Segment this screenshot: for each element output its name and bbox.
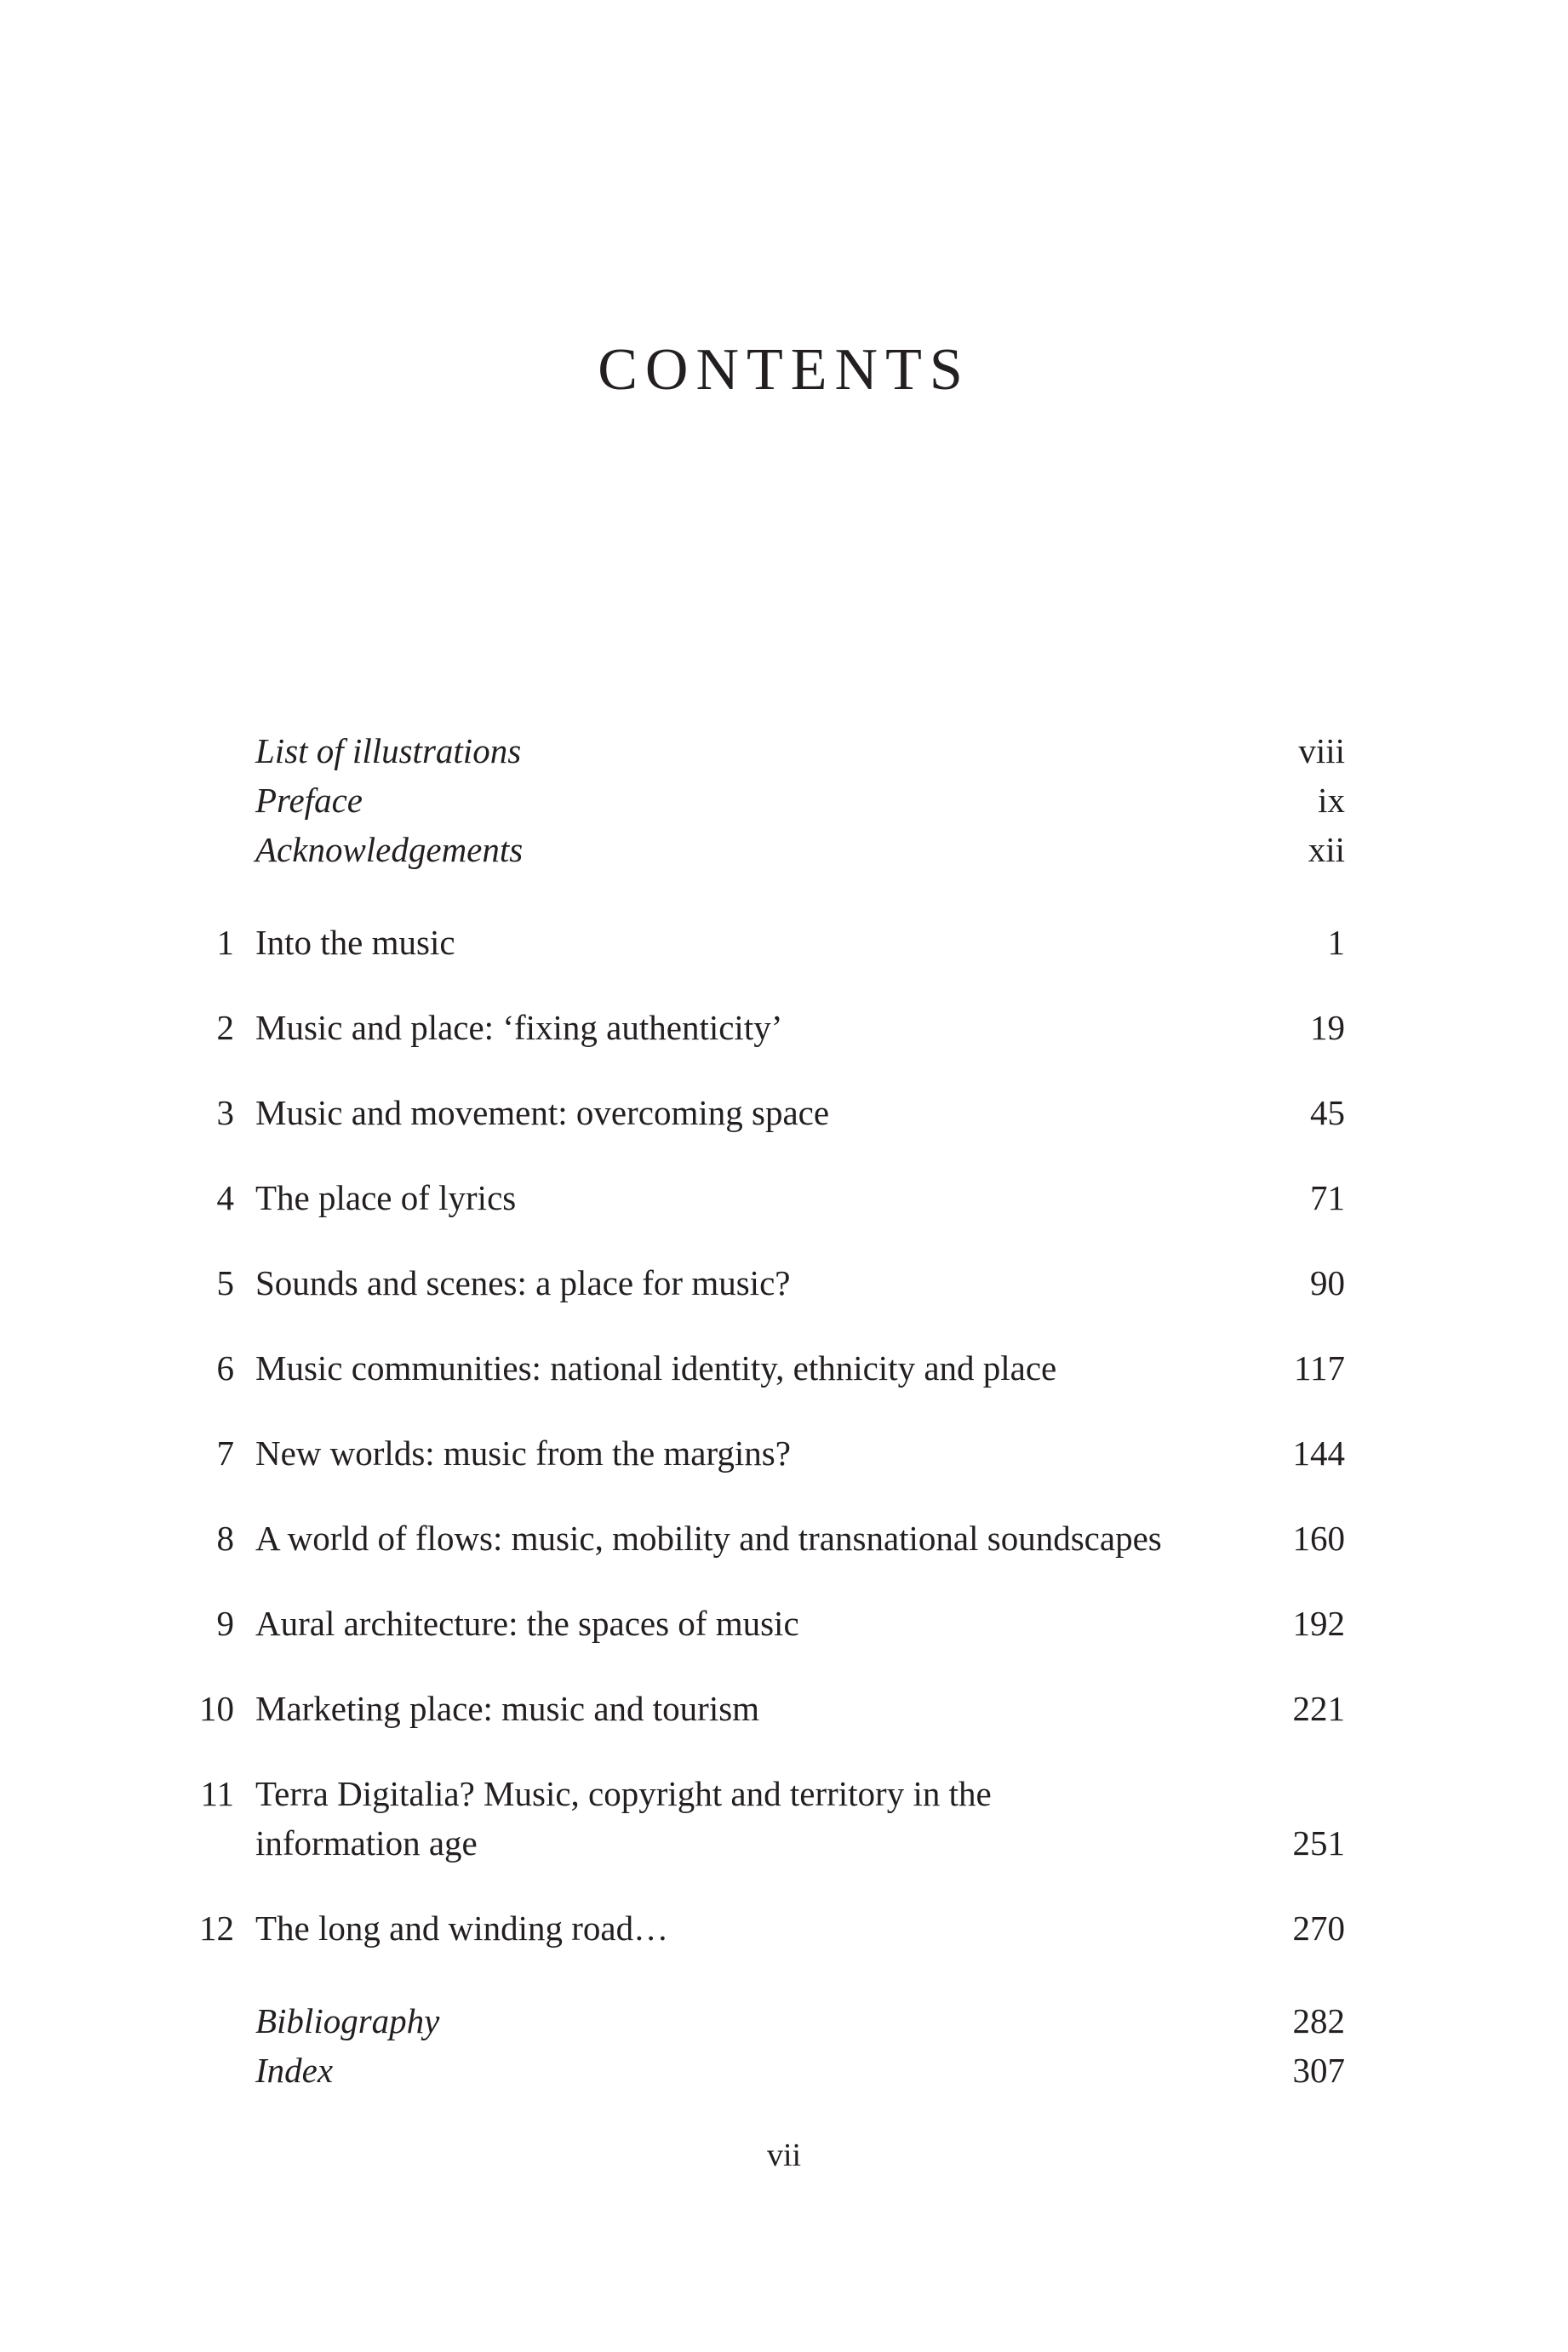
- toc-chapter-11: [183, 1769, 1345, 1868]
- chapter-title: New worlds: music from the margins?: [255, 1434, 791, 1473]
- chapter-title: Music communities: national identity, ethnicity and place: [255, 1348, 1057, 1388]
- chapter-number: 6: [216, 1348, 234, 1388]
- chapter-title: Music and movement: overcoming space: [255, 1093, 830, 1132]
- chapter-page: 19: [1310, 1008, 1345, 1047]
- chapter-page: 71: [1310, 1178, 1345, 1217]
- chapter-page: 144: [1292, 1434, 1345, 1473]
- contents-heading: CONTENTS: [598, 337, 970, 403]
- chapter-number: 7: [216, 1434, 234, 1473]
- chapter-page: 45: [1310, 1093, 1345, 1132]
- chapter-title: Sounds and scenes: a place for music?: [255, 1263, 791, 1302]
- chapter-number: 9: [216, 1604, 234, 1643]
- chapter-title: The place of lyrics: [255, 1178, 517, 1217]
- chapter-page: 251: [1292, 1823, 1345, 1863]
- chapter-number: 11: [200, 1774, 234, 1813]
- chapter-title: Marketing place: music and tourism: [255, 1689, 760, 1728]
- toc-entry-title: Bibliography: [255, 2001, 440, 2040]
- chapter-page: 90: [1310, 1263, 1345, 1302]
- toc-entry-title: List of illustrations: [255, 731, 522, 770]
- chapter-number: 8: [216, 1519, 234, 1558]
- toc-entry-title: Preface: [255, 781, 363, 820]
- chapter-number: 3: [216, 1093, 234, 1132]
- chapter-number: 10: [199, 1689, 234, 1728]
- toc-entry-page: xii: [1308, 830, 1345, 869]
- toc-entry-page: ix: [1318, 781, 1345, 820]
- toc-entry-page: viii: [1298, 731, 1345, 770]
- chapter-page: 221: [1292, 1689, 1345, 1728]
- toc-entry-title: Acknowledgements: [255, 830, 524, 869]
- chapter-title: Aural architecture: the spaces of music: [255, 1604, 799, 1643]
- chapter-number: 12: [199, 1908, 234, 1948]
- chapter-number: 1: [216, 923, 234, 962]
- chapter-page: 117: [1294, 1348, 1345, 1388]
- chapter-number: 2: [216, 1008, 234, 1047]
- toc-entry-page: 282: [1292, 2001, 1345, 2040]
- toc-entry-title: Index: [255, 2051, 334, 2090]
- chapter-page: 160: [1292, 1519, 1345, 1558]
- chapter-title: The long and winding road…: [255, 1908, 669, 1948]
- chapter-title: Into the music: [255, 923, 455, 962]
- chapter-title: [255, 1769, 1260, 1868]
- toc-entry-page: 307: [1292, 2051, 1345, 2090]
- chapter-title-line: information age: [255, 1823, 478, 1863]
- chapter-number: 5: [216, 1263, 234, 1302]
- chapter-page: 270: [1292, 1908, 1345, 1948]
- chapter-page: 192: [1292, 1604, 1345, 1643]
- chapter-number: 4: [216, 1178, 234, 1217]
- page-number: vii: [766, 2137, 802, 2173]
- chapter-page: 1: [1327, 923, 1345, 962]
- chapter-title-line: Terra Digitalia? Music, copyright and territory in the: [255, 1774, 992, 1813]
- chapter-title: A world of flows: music, mobility and transnational soundscapes: [255, 1519, 1162, 1558]
- chapter-title: Music and place: ‘fixing authenticity’: [255, 1008, 783, 1047]
